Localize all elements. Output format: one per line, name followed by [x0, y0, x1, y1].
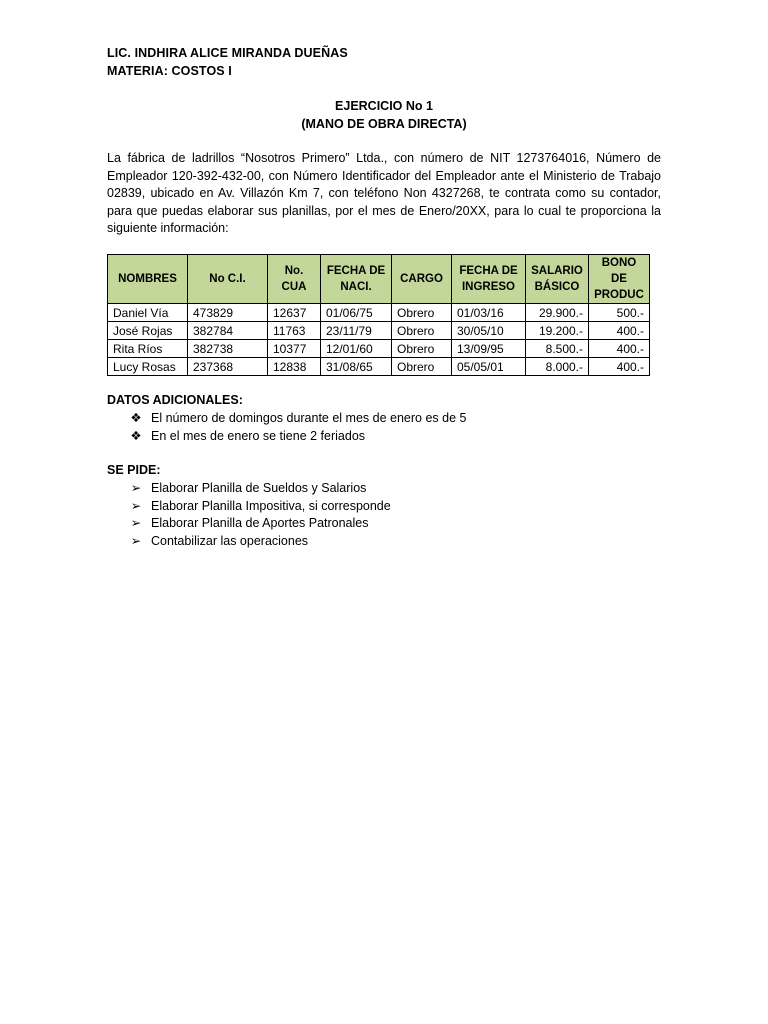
- list-item: [107, 498, 391, 516]
- cell-fecha-ingreso: 13/09/95: [452, 340, 526, 358]
- cell-ci: 382784: [188, 322, 268, 340]
- table-row: [108, 358, 650, 376]
- exercise-title: EJERCICIO No 1: [335, 99, 433, 113]
- cell-fecha-ingreso: 30/05/10: [452, 322, 526, 340]
- col-header-salario: SALARIO BÁSICO: [526, 255, 589, 304]
- cell-fecha-naci: 23/11/79: [321, 322, 392, 340]
- cell-salario: 29.900.-: [526, 304, 589, 322]
- arrowhead-bullet-icon: ➢: [130, 481, 142, 495]
- se-pide-title: SE PIDE:: [107, 463, 161, 477]
- cell-cargo: Obrero: [392, 340, 452, 358]
- cell-nombre: Rita Ríos: [108, 340, 188, 358]
- datos-adicionales-list: [107, 410, 466, 445]
- list-item: [107, 533, 391, 551]
- list-item: [107, 515, 391, 533]
- datos-adicionales-title: DATOS ADICIONALES:: [107, 393, 243, 407]
- list-item-text: En el mes de enero se tiene 2 feriados: [151, 428, 366, 443]
- cell-ci: 237368: [188, 358, 268, 376]
- cell-nombre: Daniel Vía: [108, 304, 188, 322]
- table-header-row: [108, 255, 650, 304]
- col-header-bono: BONO DE PRODUC: [589, 255, 650, 304]
- arrowhead-bullet-icon: ➢: [130, 516, 142, 530]
- col-header-fecha-naci: FECHA DE NACI.: [321, 255, 392, 304]
- cell-fecha-naci: 01/06/75: [321, 304, 392, 322]
- col-header-cargo: CARGO: [392, 255, 452, 304]
- cell-fecha-naci: 31/08/65: [321, 358, 392, 376]
- col-header-cua: No. CUA: [268, 255, 321, 304]
- intro-paragraph: La fábrica de ladrillos “Nosotros Primero” Ltda., con número de NIT 1273764016, Número de Empleador 120-392-432-00, con Número Identificador del Empleador ante el Ministerio de Trabajo 02839, ubicado en Av. Villazón Km 7, con teléfono Non 4327268, te contrata como su contador, para que puedas elaborar sus planillas, por el mes de Enero/20XX, para lo cual te proporciona la siguiente información:: [107, 151, 661, 236]
- subject-line: MATERIA: COSTOS I: [107, 64, 232, 78]
- list-item-text: Contabilizar las operaciones: [151, 533, 309, 548]
- cell-bono: 400.-: [589, 322, 650, 340]
- list-item-text: Elaborar Planilla Impositiva, si corresponde: [151, 498, 391, 513]
- cell-bono: 400.-: [589, 340, 650, 358]
- diamond-bullet-icon: ❖: [130, 428, 142, 443]
- cell-bono: 500.-: [589, 304, 650, 322]
- cell-cargo: Obrero: [392, 322, 452, 340]
- cell-cua: 11763: [268, 322, 321, 340]
- table-row: [108, 304, 650, 322]
- table-row: [108, 322, 650, 340]
- list-item-text: Elaborar Planilla de Sueldos y Salarios: [151, 481, 367, 495]
- cell-cua: 10377: [268, 340, 321, 358]
- list-item: [107, 428, 466, 446]
- cell-cua: 12838: [268, 358, 321, 376]
- list-item-text: Elaborar Planilla de Aportes Patronales: [151, 516, 369, 530]
- employee-table: [107, 254, 650, 376]
- cell-cargo: Obrero: [392, 358, 452, 376]
- exercise-subtitle: (MANO DE OBRA DIRECTA): [301, 117, 467, 131]
- col-header-nombres: NOMBRES: [108, 255, 188, 304]
- list-item: [107, 410, 466, 428]
- arrowhead-bullet-icon: ➢: [130, 498, 142, 513]
- cell-salario: 8.000.-: [526, 358, 589, 376]
- arrowhead-bullet-icon: ➢: [130, 533, 142, 548]
- cell-salario: 19.200.-: [526, 322, 589, 340]
- cell-nombre: Lucy Rosas: [108, 358, 188, 376]
- cell-cua: 12637: [268, 304, 321, 322]
- cell-nombre: José Rojas: [108, 322, 188, 340]
- col-header-ci: No C.I.: [188, 255, 268, 304]
- se-pide-list: [107, 480, 391, 550]
- list-item: [107, 480, 391, 498]
- author-name: LIC. INDHIRA ALICE MIRANDA DUEÑAS: [107, 46, 348, 60]
- col-header-fecha-ingreso: FECHA DE INGRESO: [452, 255, 526, 304]
- cell-fecha-naci: 12/01/60: [321, 340, 392, 358]
- cell-bono: 400.-: [589, 358, 650, 376]
- cell-fecha-ingreso: 05/05/01: [452, 358, 526, 376]
- cell-salario: 8.500.-: [526, 340, 589, 358]
- table-row: [108, 340, 650, 358]
- diamond-bullet-icon: ❖: [130, 411, 142, 425]
- cell-ci: 473829: [188, 304, 268, 322]
- cell-cargo: Obrero: [392, 304, 452, 322]
- cell-ci: 382738: [188, 340, 268, 358]
- cell-fecha-ingreso: 01/03/16: [452, 304, 526, 322]
- list-item-text: El número de domingos durante el mes de enero es de 5: [151, 411, 467, 425]
